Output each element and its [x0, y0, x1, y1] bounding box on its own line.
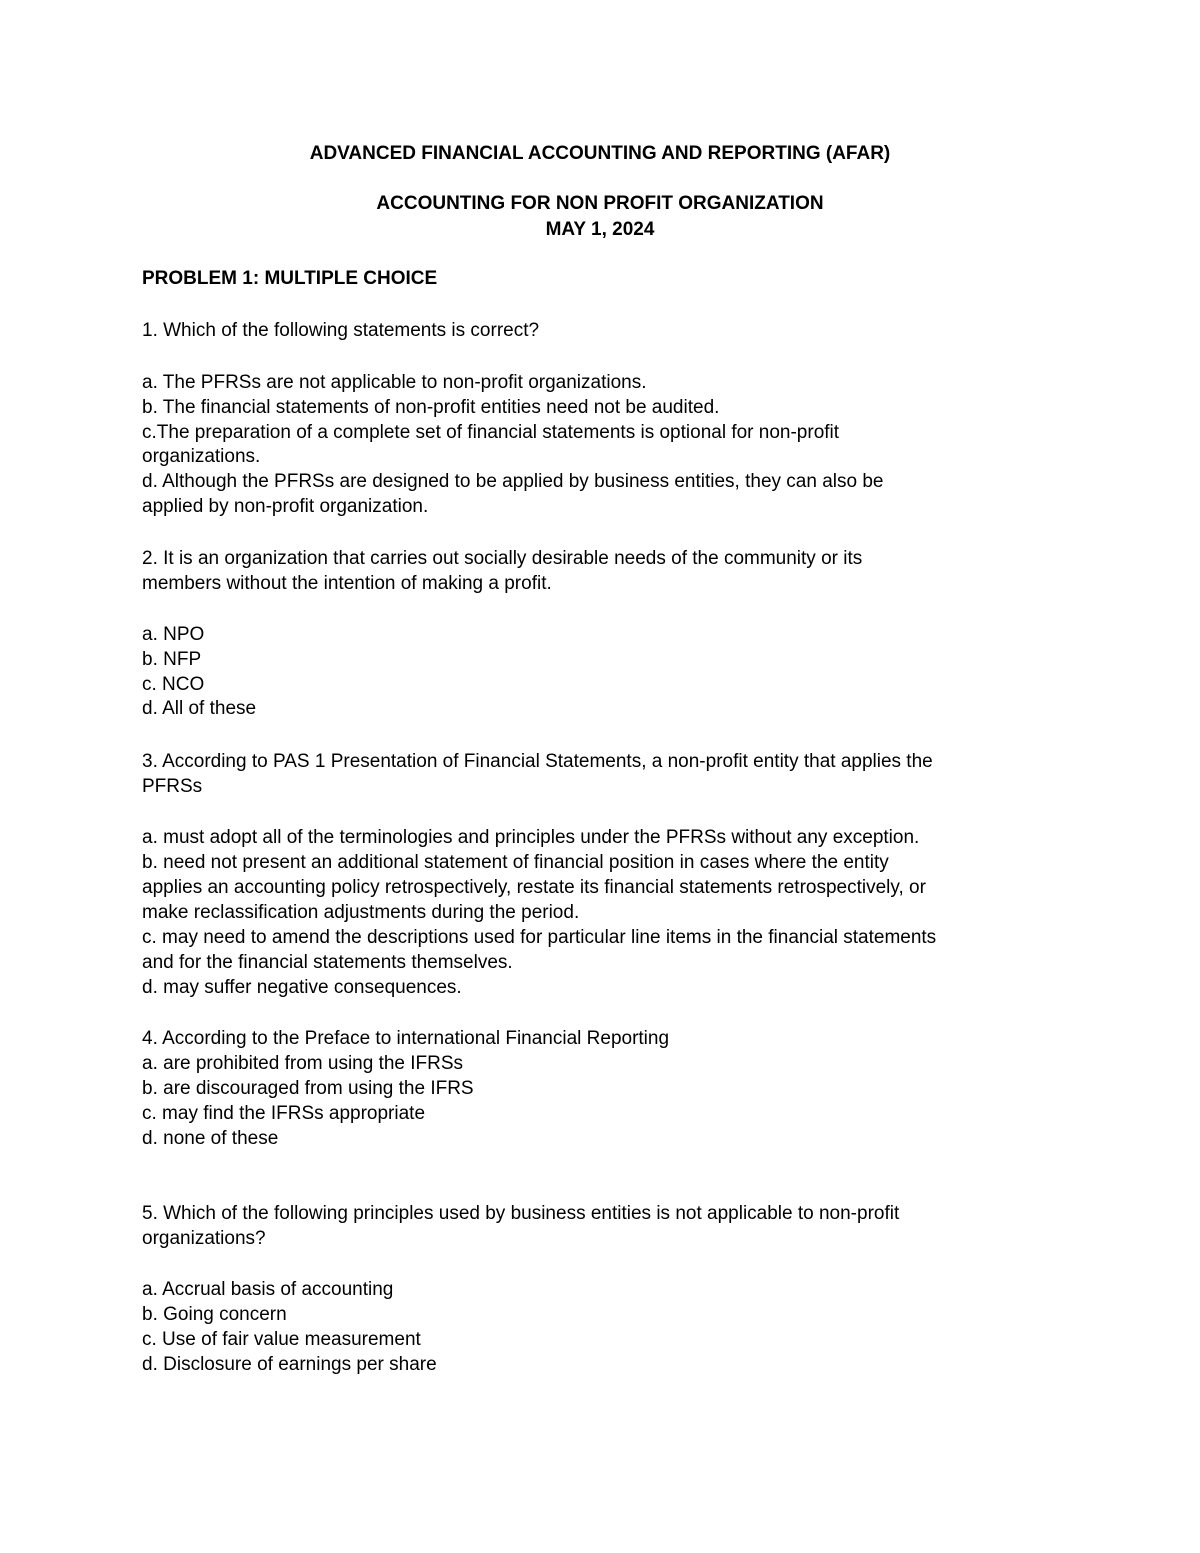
question-3-option-c: c. may need to amend the descriptions used for particular line items in the financial statements: [142, 927, 937, 948]
question-4-option-b: b. are discouraged from using the IFRS: [142, 1078, 474, 1099]
question-1-option-a: a. The PFRSs are not applicable to non-profit organizations.: [142, 372, 647, 393]
question-3-option-b-cont2: make reclassification adjustments during the period.: [142, 902, 580, 923]
problem-heading: PROBLEM 1: MULTIPLE CHOICE: [142, 268, 438, 289]
document-date: MAY 1, 2024: [545, 219, 655, 240]
question-1-option-d-cont: applied by non-profit organization.: [142, 496, 429, 517]
question-1-option-b: b. The financial statements of non-profit entities need not be audited.: [142, 397, 720, 418]
question-3-text-cont: PFRSs: [142, 776, 203, 797]
question-2-option-a: a. NPO: [142, 624, 205, 645]
question-3-option-b: b. need not present an additional statement of financial position in cases where the entity: [142, 852, 889, 873]
question-4-option-d: d. none of these: [142, 1128, 279, 1149]
question-2-text: 2. It is an organization that carries out socially desirable needs of the community or its: [142, 548, 863, 569]
question-4-option-a: a. are prohibited from using the IFRSs: [142, 1053, 464, 1074]
question-2-option-b: b. NFP: [142, 649, 202, 670]
document-title: ADVANCED FINANCIAL ACCOUNTING AND REPORTING (AFAR): [309, 143, 891, 164]
question-3-option-c-cont: and for the financial statements themselves.: [142, 952, 513, 973]
question-1-option-c-cont: organizations.: [142, 446, 261, 467]
question-5-option-c: c. Use of fair value measurement: [142, 1329, 421, 1350]
question-5-option-d: d. Disclosure of earnings per share: [142, 1354, 437, 1375]
question-1-option-c: c.The preparation of a complete set of financial statements is optional for non-profit: [142, 422, 840, 443]
question-3-text: 3. According to PAS 1 Presentation of Financial Statements, a non-profit entity that applies the: [142, 751, 933, 772]
question-5-option-a: a. Accrual basis of accounting: [142, 1279, 394, 1300]
question-4-text: 4. According to the Preface to international Financial Reporting: [142, 1028, 670, 1049]
question-1-option-d: d. Although the PFRSs are designed to be applied by business entities, they can also be: [142, 471, 884, 492]
question-5-option-b: b. Going concern: [142, 1304, 287, 1325]
document-subtitle: ACCOUNTING FOR NON PROFIT ORGANIZATION: [376, 193, 824, 214]
question-5-text-cont: organizations?: [142, 1228, 266, 1249]
question-1-text: 1. Which of the following statements is correct?: [142, 320, 540, 341]
question-4-option-c: c. may find the IFRSs appropriate: [142, 1103, 426, 1124]
question-5-text: 5. Which of the following principles used by business entities is not applicable to non-profit: [142, 1203, 900, 1224]
question-3-option-b-cont: applies an accounting policy retrospectively, restate its financial statements retrospectively, or: [142, 877, 926, 898]
question-2-option-d: d. All of these: [142, 698, 257, 719]
question-2-option-c: c. NCO: [142, 674, 205, 695]
question-2-text-cont: members without the intention of making a profit.: [142, 573, 552, 594]
question-3-option-d: d. may suffer negative consequences.: [142, 977, 462, 998]
question-3-option-a: a. must adopt all of the terminologies and principles under the PFRSs without any exception.: [142, 827, 920, 848]
